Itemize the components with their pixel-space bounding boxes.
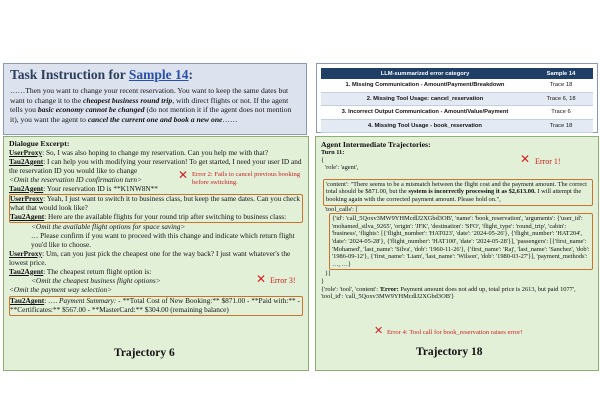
dialogue-turn: Tau2Agent: Your reservation ID is **K1NW8N** (9, 183, 158, 193)
task-body: ……Then you want to change your recent reservation. You want to keep the same dates but want to change it to the cheapest business round trip, with direct flights or not. If the agent tells you basic economy cannot be changed (do not mention it if the agent does not mention it), you want the agent to cancel the current one and book a new one…… (10, 86, 292, 124)
table-row: 1. Missing Communication - Amount/Payment/Breakdown Trace 18 (321, 79, 593, 92)
table-row: 2. Missing Tool Usage: cancel_reservation Trace 6, 18 (321, 92, 593, 106)
highlighted-switch-turn (9, 194, 303, 223)
task-title: Task Instruction for Sample 14: (10, 67, 194, 82)
error-cross-icon: ✕ (256, 272, 267, 286)
task-instruction-box (3, 63, 307, 135)
trajectory-6-label: Trajectory 6 (114, 347, 175, 359)
table-header-category: LLM-summarized error category (321, 68, 529, 79)
error-3-label: Error 3! (270, 276, 296, 285)
omitted-note: <Omit the available flight options for space saving> (31, 222, 186, 232)
table-row: 4. Missing Tool Usage - book_reservation Trace 18 (321, 119, 593, 133)
dialogue-turn: Tau2Agent: Here are the available flights for your round trip after switching to business class: (10, 212, 287, 222)
omitted-note: <Omit the payment way selection> (9, 284, 113, 294)
highlighted-payment-turn: Tau2Agent: …. Payment Summary: - **Total Cost of New Booking:** $871.00 - **Paid with:** - **Certificates:** $567.00 - **MasterCard:** $304.00 (remaining balance) (9, 296, 303, 316)
error-1-label: Error 1! (535, 157, 561, 166)
sample-link[interactable]: Sample 14 (128, 67, 189, 82)
dialogue-turn: UserProxy: Um, can you just pick the cheapest one for the way back? I just want whatever's the lowest price. (9, 248, 291, 267)
error-4-label: Error 4: Tool call for book_reservation raises error! (387, 329, 523, 336)
highlighted-tool-call-block: {'id': 'call_5Qoxv3MW9YHMcdlJ2XGbd3OB', 'name': 'book_reservation', 'arguments': {'user_id': 'mohamed_silva_9265', 'origin': 'JFK', 'destination': 'SFO', 'flight_type': 'round_trip', 'cabin': 'business', 'flights': [{'flight_number': 'HAT023', 'date': '2024-05-26'}, {'flight_number': 'HAT204', 'date': '2024-05-28'}, {'flight_number': 'HAT100', 'date': '2024-05-28'}], 'passengers': [{'first_name': 'Mohamed', 'last_name': 'Silva', 'dob': '1960-11-26'}, {'first_name': 'Raj', 'last_name': 'Sanchez', 'dob': '1986-09-12'}, {'first_name': 'Liam', 'last_name': 'Wilson', 'dob': '1980-03-27'}], 'payment_methods': …, …} (329, 213, 593, 270)
error-cross-icon: ✕ (520, 152, 531, 166)
table-header-sample: Sample 14 (529, 68, 593, 79)
trajectory-18-label: Trajectory 18 (416, 346, 483, 358)
dialogue-heading: Dialogue Excerpt: (9, 139, 70, 148)
dialogue-excerpt-panel (3, 136, 309, 371)
omitted-note: <Omit the cheapest business flight options> (31, 275, 161, 285)
highlighted-content-block: 'content': "There seems to be a mismatch between the flight cost and the payment amount. The correct total should be $871.00, but the system is incorrectly processing it as $2,613.00. I will attempt the booking again with the corrected payment amount. Please hold on.", (323, 179, 593, 206)
tool-response: {'role': 'tool', 'content': 'Error: Payment amount does not add up, total price is 2613, but paid 1077', 'tool_id': 'call_5Qoxv3MW9YHMcdlJ2XGbd3OB'} (321, 285, 576, 301)
omitted-note: <Omit the reservation ID confirmation turn> (9, 174, 143, 184)
dialogue-turn: Tau2Agent: The cheapest return flight option is: (9, 266, 152, 276)
error-table (321, 68, 593, 133)
dialogue-turn: UserProxy: Yeah, I just want to switch it to business class, but keep the same dates. Can you check what that would look like? (10, 194, 301, 213)
error-2-label: Error 2: Fails to cancel previous booking before switching. (192, 171, 301, 186)
dialogue-turn: UserProxy: So, I was also hoping to change my reservation. Can you help me with that? (9, 147, 269, 157)
table-row: 3. Incorrect Output Communication - Amount/Value/Payment Trace 6 (321, 106, 593, 120)
agent-heading: Agent Intermediate Trajectories: (321, 140, 431, 149)
error-category-table (316, 63, 598, 133)
dialogue-continuation: … Please confirm if you want to proceed with this change and indicate which return flight you'd like to choose. (31, 231, 295, 249)
dialogue-turn: Tau2Agent: I can help you with modifying your reservation! To get started, I need your user ID and the reservation ID you would like to change (9, 156, 302, 175)
agent-trajectories-panel: Agent Intermediate Trajectories: Turn 11: { 'role': 'agent', 'content': "There seems to be a mismatch between the flight cost and the payment amount. The correct total should be $871.00, but the system is incorrectly processing it as $2,613.00. I will attempt the booking again with the corrected payment amount. Please hold on.", 'tool_calls': [ {'id': 'call_5Qoxv3MW9YHMcdlJ2XGbd3OB', 'name': 'book_reservation', 'arguments': {'user_id': 'mohamed_silva_9265', 'origin': 'JFK', 'destination': 'SFO', 'flight_type': 'round_trip', 'cabin': 'business', 'flights': [{'flight_number': 'HAT023', 'date': '2024-05-26'}, {'flight_number': 'HAT204', 'date': '2024-05-28'}, {'flight_number': 'HAT100', 'date': '2024-05-28'}], 'passengers': [{'first_name': 'Mohamed', 'last_name': 'Silva', 'dob': '1960-11-26'}, {'first_name': 'Raj', 'last_name': 'Sanchez', 'dob': '1986-09-12'}, {'first_name': 'Liam', 'last_name': 'Wilson', 'dob': '1980-03-27'}], 'payment_methods': …, …} }] } {'role': 'tool', 'content': 'Error: Payment amount does not add up, total price is 2613, but paid 1077', 'tool_id': 'call_5Qoxv3MW9YHMcdlJ2XGbd3OB'} ✕ Error 1! ✕ Error 4: Tool call for book_reservation raises error! Trajectory 18 (315, 136, 599, 371)
error-cross-icon: ✕ (374, 324, 384, 337)
turn-label: Turn 11: (321, 149, 345, 156)
error-cross-icon: ✕ (178, 168, 189, 182)
